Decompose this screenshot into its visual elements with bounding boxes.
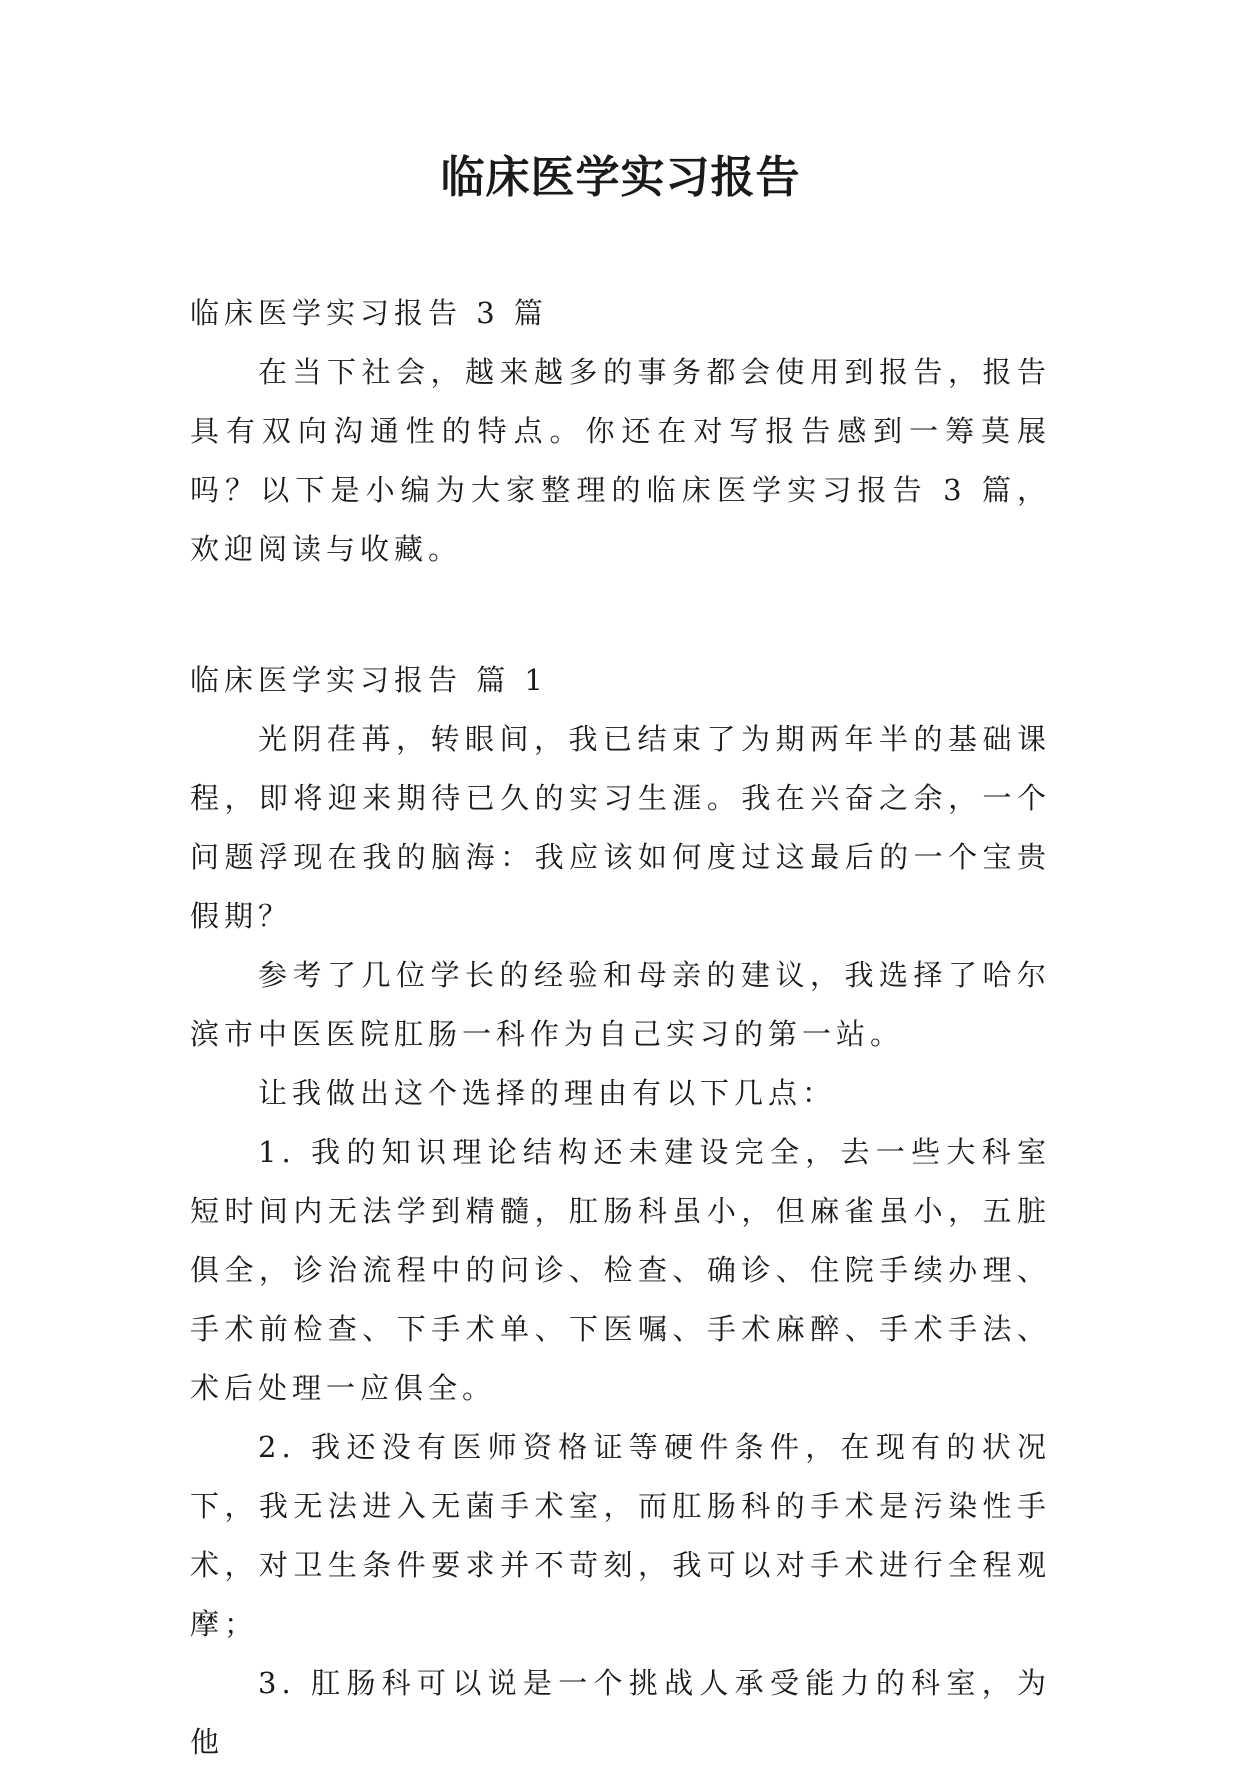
document-title: 临床医学实习报告 (440, 152, 801, 203)
section1-paragraph: 光阴荏苒，转眼间，我已结束了为期两年半的基础课程，即将迎来期待已久的实习生涯。我在兴奋之余，一个问题浮现在我的脑海：我应该如何度过这最后的一个宝贵假期？ (190, 722, 1051, 933)
section1-list-item: 1. 我的知识理论结构还未建设完全，去一些大科室短时间内无法学到精髓，肛肠科虽小，但麻雀虽小，五脏俱全，诊治流程中的问诊、检查、确诊、住院手续办理、手术前检查、下手术单、下医嘱、手术麻醉、手术手法、术后处理一应俱全。 (190, 1135, 1051, 1405)
section1-list-item: 2. 我还没有医师资格证等硬件条件，在现有的状况下，我无法进入无菌手术室，而肛肠科的手术是污染性手术，对卫生条件要求并不苛刻，我可以对手术进行全程观摩； (190, 1430, 1051, 1641)
section1-heading: 临床医学实习报告 篇 1 (190, 663, 548, 697)
section-spacer (190, 579, 1051, 651)
section1-paragraph: 让我做出这个选择的理由有以下几点： (258, 1076, 837, 1110)
intro-heading: 临床医学实习报告 3 篇 (190, 296, 548, 330)
intro-paragraph: 在当下社会，越来越多的事务都会使用到报告，报告具有双向沟通性的特点。你还在对写报告感到一筹莫展吗？以下是小编为大家整理的临床医学实习报告 3 篇，欢迎阅读与收藏。 (190, 355, 1051, 566)
section1-paragraph: 参考了几位学长的经验和母亲的建议，我选择了哈尔滨市中医医院肛肠一科作为自己实习的第一站。 (190, 958, 1051, 1051)
document-body (190, 284, 1051, 1772)
section1-list-item: 3. 肛肠科可以说是一个挑战人承受能力的科室，为他 (190, 1666, 1051, 1759)
